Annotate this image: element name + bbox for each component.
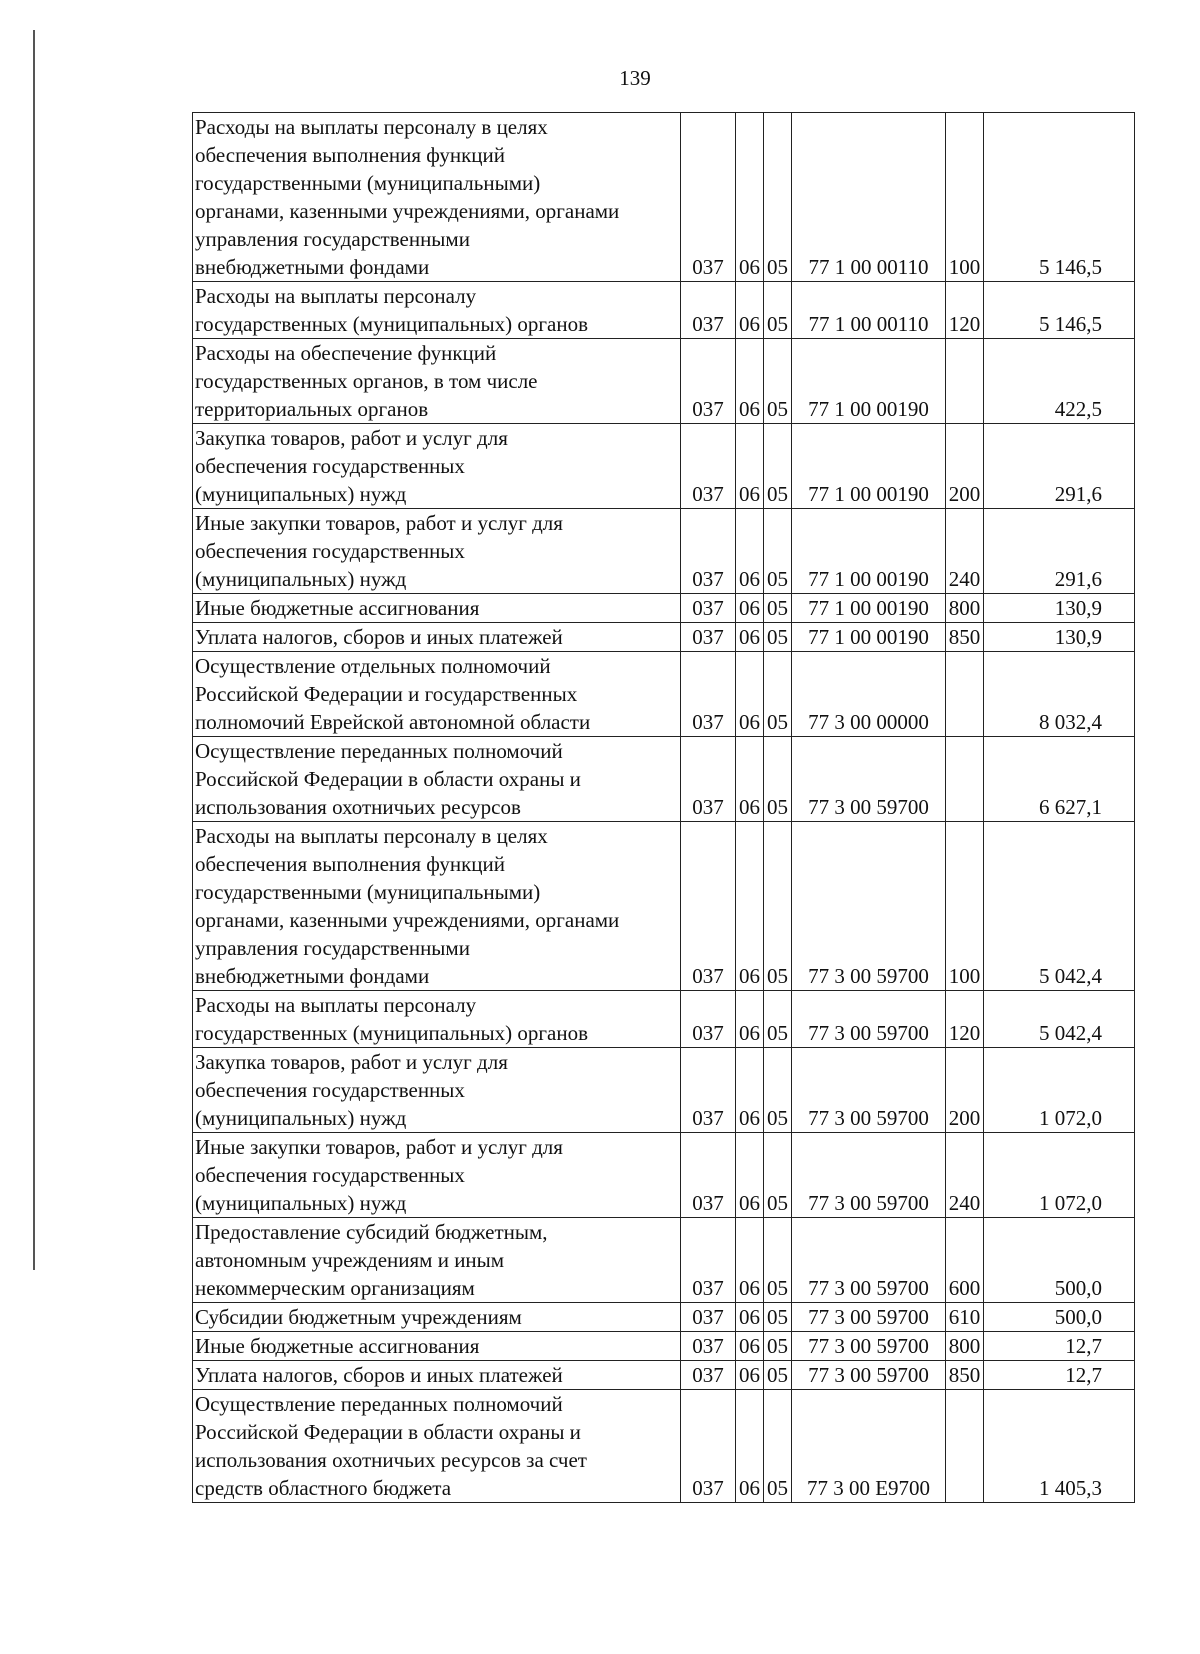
admin-code: 037 <box>681 737 736 822</box>
expense-type-code <box>946 737 984 822</box>
expense-name-line: Предоставление субсидий бюджетным, <box>195 1220 548 1244</box>
expense-type-code: 610 <box>946 1303 984 1332</box>
subsection-code: 05 <box>764 991 792 1048</box>
expense-name <box>193 1390 681 1503</box>
expense-name-line: использования охотничьих ресурсов <box>195 795 521 819</box>
admin-code: 037 <box>681 822 736 991</box>
section-code: 06 <box>736 339 764 424</box>
expense-name-line: Закупка товаров, работ и услуг для <box>195 1050 508 1074</box>
admin-code: 037 <box>681 1048 736 1133</box>
target-article-code: 77 1 00 00190 <box>792 424 946 509</box>
table-row <box>193 1303 1135 1332</box>
amount: 500,0 <box>984 1303 1135 1332</box>
expense-name <box>193 1218 681 1303</box>
admin-code: 037 <box>681 991 736 1048</box>
target-article-code: 77 3 00 59700 <box>792 1218 946 1303</box>
table-row <box>193 737 1135 822</box>
table-row <box>193 1361 1135 1390</box>
expense-type-code: 850 <box>946 1361 984 1390</box>
expense-name <box>193 991 681 1048</box>
amount: 1 072,0 <box>984 1048 1135 1133</box>
section-code: 06 <box>736 1332 764 1361</box>
expense-name-line: территориальных органов <box>195 397 429 421</box>
expense-name-line: управления государственными <box>195 227 470 251</box>
expense-type-code: 850 <box>946 623 984 652</box>
admin-code: 037 <box>681 594 736 623</box>
amount: 291,6 <box>984 509 1135 594</box>
expense-type-code: 800 <box>946 1332 984 1361</box>
amount: 130,9 <box>984 594 1135 623</box>
expense-name <box>193 339 681 424</box>
target-article-code: 77 3 00 59700 <box>792 1361 946 1390</box>
expense-name <box>193 509 681 594</box>
page-number: 139 <box>619 66 651 90</box>
section-code: 06 <box>736 822 764 991</box>
table-row <box>193 1133 1135 1218</box>
target-article-code: 77 1 00 00190 <box>792 509 946 594</box>
admin-code: 037 <box>681 339 736 424</box>
target-article-code: 77 3 00 00000 <box>792 652 946 737</box>
expense-type-code <box>946 339 984 424</box>
expense-name <box>193 737 681 822</box>
section-code: 06 <box>736 1048 764 1133</box>
admin-code: 037 <box>681 623 736 652</box>
expense-name-line: Уплата налогов, сборов и иных платежей <box>195 1363 563 1387</box>
expense-type-code: 200 <box>946 424 984 509</box>
expense-name-line: Расходы на обеспечение функций <box>195 341 497 365</box>
expense-name-line: государственных органов, в том числе <box>195 369 538 393</box>
admin-code: 037 <box>681 652 736 737</box>
budget-table-body <box>193 113 1135 1503</box>
table-row <box>193 339 1135 424</box>
target-article-code: 77 3 00 Е9700 <box>792 1390 946 1503</box>
expense-name <box>193 652 681 737</box>
section-code: 06 <box>736 991 764 1048</box>
subsection-code: 05 <box>764 737 792 822</box>
expense-type-code: 600 <box>946 1218 984 1303</box>
subsection-code: 05 <box>764 424 792 509</box>
target-article-code: 77 3 00 59700 <box>792 991 946 1048</box>
expense-name-line: Осуществление отдельных полномочий <box>195 654 551 678</box>
expense-name <box>193 822 681 991</box>
table-row <box>193 509 1135 594</box>
subsection-code: 05 <box>764 623 792 652</box>
expense-name-line: Иные бюджетные ассигнования <box>195 596 480 620</box>
expense-name-line: Иные закупки товаров, работ и услуг для <box>195 1135 563 1159</box>
expense-name <box>193 594 681 623</box>
expense-name <box>193 1303 681 1332</box>
expense-name-line: обеспечения выполнения функций <box>195 852 506 876</box>
expense-name-line: обеспечения выполнения функций <box>195 143 506 167</box>
target-article-code: 77 3 00 59700 <box>792 737 946 822</box>
table-row <box>193 1218 1135 1303</box>
expense-name <box>193 623 681 652</box>
target-article-code: 77 3 00 59700 <box>792 1303 946 1332</box>
subsection-code: 05 <box>764 282 792 339</box>
admin-code: 037 <box>681 1390 736 1503</box>
expense-name <box>193 282 681 339</box>
admin-code: 037 <box>681 509 736 594</box>
table-row <box>193 822 1135 991</box>
subsection-code: 05 <box>764 113 792 282</box>
subsection-code: 05 <box>764 1048 792 1133</box>
amount: 291,6 <box>984 424 1135 509</box>
amount: 5 042,4 <box>984 991 1135 1048</box>
expense-name <box>193 424 681 509</box>
expense-type-code: 100 <box>946 113 984 282</box>
table-row <box>193 623 1135 652</box>
expense-name-line: Уплата налогов, сборов и иных платежей <box>195 625 563 649</box>
expense-name-line: использования охотничьих ресурсов за счет <box>195 1448 587 1472</box>
expense-name-line: внебюджетными фондами <box>195 964 430 988</box>
scan-margin-line <box>33 30 35 1270</box>
expense-name <box>193 1133 681 1218</box>
subsection-code: 05 <box>764 1361 792 1390</box>
expense-name-line: средств областного бюджета <box>195 1476 452 1500</box>
expense-name-line: обеспечения государственных <box>195 1078 465 1102</box>
expense-name-line: Российской Федерации в области охраны и <box>195 767 581 791</box>
expense-name <box>193 113 681 282</box>
target-article-code: 77 1 00 00190 <box>792 339 946 424</box>
amount: 130,9 <box>984 623 1135 652</box>
expense-name-line: Субсидии бюджетным учреждениям <box>195 1305 522 1329</box>
admin-code: 037 <box>681 282 736 339</box>
expense-name-line: Закупка товаров, работ и услуг для <box>195 426 508 450</box>
amount: 5 146,5 <box>984 282 1135 339</box>
expense-name-line: обеспечения государственных <box>195 539 465 563</box>
subsection-code: 05 <box>764 652 792 737</box>
expense-name-line: Расходы на выплаты персоналу <box>195 993 477 1017</box>
expense-name-line: органами, казенными учреждениями, органами <box>195 199 620 223</box>
section-code: 06 <box>736 509 764 594</box>
table-row <box>193 652 1135 737</box>
amount: 8 032,4 <box>984 652 1135 737</box>
subsection-code: 05 <box>764 1303 792 1332</box>
expense-name-line: Расходы на выплаты персоналу в целях <box>195 824 548 848</box>
expense-name-line: Российской Федерации в области охраны и <box>195 1420 581 1444</box>
target-article-code: 77 3 00 59700 <box>792 1133 946 1218</box>
section-code: 06 <box>736 424 764 509</box>
section-code: 06 <box>736 282 764 339</box>
admin-code: 037 <box>681 1133 736 1218</box>
expense-type-code <box>946 652 984 737</box>
expense-name <box>193 1048 681 1133</box>
amount: 12,7 <box>984 1332 1135 1361</box>
amount: 5 042,4 <box>984 822 1135 991</box>
expense-name-line: (муниципальных) нужд <box>195 1191 407 1215</box>
expense-name-line: обеспечения государственных <box>195 454 465 478</box>
section-code: 06 <box>736 113 764 282</box>
admin-code: 037 <box>681 1361 736 1390</box>
section-code: 06 <box>736 1133 764 1218</box>
expense-type-code <box>946 1390 984 1503</box>
expense-name-line: полномочий Еврейской автономной области <box>195 710 591 734</box>
expense-name-line: управления государственными <box>195 936 470 960</box>
expense-name-line: Расходы на выплаты персоналу в целях <box>195 115 548 139</box>
table-row <box>193 282 1135 339</box>
subsection-code: 05 <box>764 1332 792 1361</box>
budget-table <box>192 112 1135 1503</box>
target-article-code: 77 1 00 00190 <box>792 623 946 652</box>
subsection-code: 05 <box>764 822 792 991</box>
expense-type-code: 800 <box>946 594 984 623</box>
subsection-code: 05 <box>764 509 792 594</box>
expense-name-line: автономным учреждениям и иным <box>195 1248 505 1272</box>
expense-type-code: 200 <box>946 1048 984 1133</box>
expense-name-line: государственных (муниципальных) органов <box>195 312 589 336</box>
expense-name <box>193 1332 681 1361</box>
admin-code: 037 <box>681 1218 736 1303</box>
amount: 500,0 <box>984 1218 1135 1303</box>
section-code: 06 <box>736 652 764 737</box>
section-code: 06 <box>736 1361 764 1390</box>
expense-name-line: (муниципальных) нужд <box>195 482 407 506</box>
expense-name-line: внебюджетными фондами <box>195 255 430 279</box>
expense-type-code: 240 <box>946 1133 984 1218</box>
table-row <box>193 1048 1135 1133</box>
amount: 5 146,5 <box>984 113 1135 282</box>
expense-type-code: 120 <box>946 991 984 1048</box>
expense-name-line: Осуществление переданных полномочий <box>195 739 563 763</box>
section-code: 06 <box>736 1303 764 1332</box>
expense-name <box>193 1361 681 1390</box>
expense-name-line: некоммерческим организациям <box>195 1276 475 1300</box>
admin-code: 037 <box>681 113 736 282</box>
admin-code: 037 <box>681 1303 736 1332</box>
admin-code: 037 <box>681 424 736 509</box>
expense-name-line: Расходы на выплаты персоналу <box>195 284 477 308</box>
table-row <box>193 424 1135 509</box>
amount: 12,7 <box>984 1361 1135 1390</box>
expense-name-line: (муниципальных) нужд <box>195 567 407 591</box>
expense-name-line: Российской Федерации и государственных <box>195 682 578 706</box>
subsection-code: 05 <box>764 1390 792 1503</box>
table-row <box>193 1390 1135 1503</box>
amount: 1 072,0 <box>984 1133 1135 1218</box>
target-article-code: 77 3 00 59700 <box>792 822 946 991</box>
expense-name-line: Иные закупки товаров, работ и услуг для <box>195 511 563 535</box>
subsection-code: 05 <box>764 1218 792 1303</box>
expense-name-line: (муниципальных) нужд <box>195 1106 407 1130</box>
target-article-code: 77 3 00 59700 <box>792 1332 946 1361</box>
amount: 1 405,3 <box>984 1390 1135 1503</box>
section-code: 06 <box>736 594 764 623</box>
subsection-code: 05 <box>764 1133 792 1218</box>
expense-type-code: 100 <box>946 822 984 991</box>
amount: 422,5 <box>984 339 1135 424</box>
table-row <box>193 594 1135 623</box>
table-row <box>193 991 1135 1048</box>
section-code: 06 <box>736 737 764 822</box>
expense-type-code: 120 <box>946 282 984 339</box>
expense-name-line: обеспечения государственных <box>195 1163 465 1187</box>
expense-name-line: государственными (муниципальными) <box>195 880 541 904</box>
section-code: 06 <box>736 1390 764 1503</box>
admin-code: 037 <box>681 1332 736 1361</box>
subsection-code: 05 <box>764 594 792 623</box>
expense-name-line: государственных (муниципальных) органов <box>195 1021 589 1045</box>
target-article-code: 77 3 00 59700 <box>792 1048 946 1133</box>
target-article-code: 77 1 00 00110 <box>792 113 946 282</box>
target-article-code: 77 1 00 00190 <box>792 594 946 623</box>
amount: 6 627,1 <box>984 737 1135 822</box>
section-code: 06 <box>736 623 764 652</box>
section-code: 06 <box>736 1218 764 1303</box>
expense-name-line: органами, казенными учреждениями, органами <box>195 908 620 932</box>
table-row <box>193 1332 1135 1361</box>
subsection-code: 05 <box>764 339 792 424</box>
expense-name-line: государственными (муниципальными) <box>195 171 541 195</box>
table-row <box>193 113 1135 282</box>
target-article-code: 77 1 00 00110 <box>792 282 946 339</box>
expense-name-line: Осуществление переданных полномочий <box>195 1392 563 1416</box>
expense-name-line: Иные бюджетные ассигнования <box>195 1334 480 1358</box>
expense-type-code: 240 <box>946 509 984 594</box>
